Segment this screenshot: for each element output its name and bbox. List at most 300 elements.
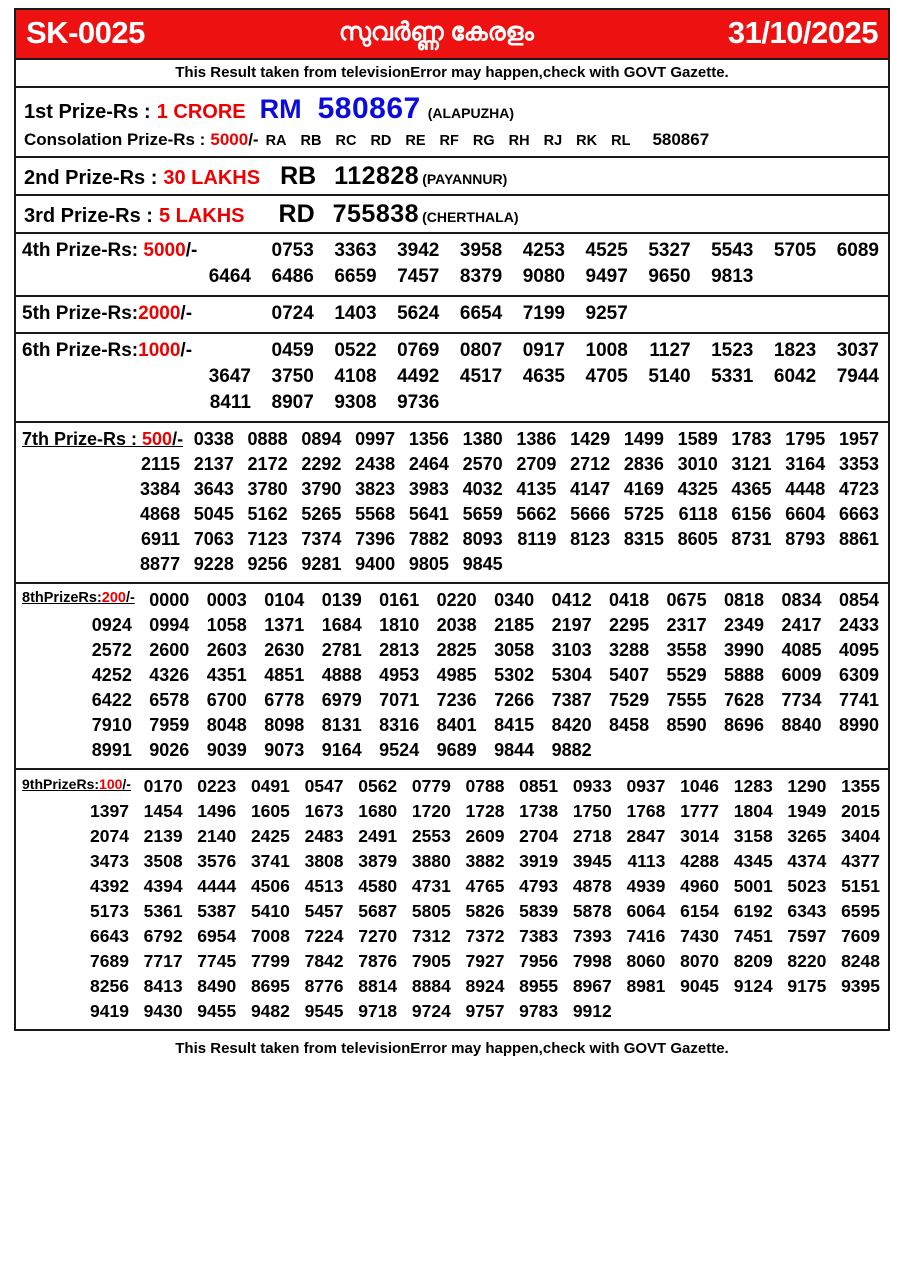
prize-number: 8256	[90, 976, 129, 996]
prize-number: 3014	[680, 826, 720, 846]
prize-number: 2433	[838, 615, 879, 635]
prize-number: 1499	[623, 429, 664, 449]
prize-number: 2197	[551, 615, 592, 635]
prize-number: 6659	[334, 266, 377, 287]
prize-number: 4253	[522, 240, 565, 261]
prize-number: 0675	[666, 590, 707, 610]
prize-number: 8415	[494, 715, 535, 735]
ninth-prize-block	[16, 770, 888, 1029]
prize-number: 7910	[91, 715, 132, 735]
fourth-prize-grid	[22, 238, 882, 290]
prize-number: 4705	[585, 366, 628, 387]
third-prize-number: 755838	[332, 200, 420, 228]
prize-number: 5624	[397, 303, 440, 324]
seventh-prize-amount: 500	[142, 429, 173, 449]
prize-number: 9912	[572, 1001, 612, 1021]
consolation-series-list	[266, 133, 631, 149]
prize-number: 4108	[334, 366, 377, 387]
prize-number: 4113	[627, 851, 666, 871]
prize-number: 3121	[731, 454, 772, 474]
prize-number: 1397	[90, 801, 129, 821]
prize-number: 4985	[436, 665, 477, 685]
prize-number: 5162	[247, 504, 288, 524]
prize-number: 2038	[436, 615, 477, 635]
prize-number: 2709	[516, 454, 557, 474]
prize-number: 8248	[841, 951, 880, 971]
prize-number: 9228	[193, 554, 234, 574]
sixth-prize-suffix: /-	[180, 340, 193, 361]
prize-number: 3576	[197, 851, 237, 871]
prize-number: 8967	[572, 976, 612, 996]
prize-number: 3958	[459, 240, 503, 261]
sixth-prize-label-text: 6th Prize-Rs:	[22, 340, 139, 361]
consolation-series-item: RL	[611, 133, 631, 149]
eighth-prize-suffix: /-	[125, 590, 135, 606]
prize-number: 9724	[411, 1001, 451, 1021]
eighth-prize-label-text: 8thPrizeRs:	[22, 590, 102, 606]
prize-number: 8070	[680, 951, 720, 971]
prize-number: 5659	[462, 504, 503, 524]
prize-number: 8093	[462, 529, 503, 549]
ninth-prize-amount: 100	[99, 776, 123, 792]
prize-number: 1589	[677, 429, 718, 449]
third-prize-place: (CHERTHALA)	[422, 209, 519, 225]
prize-number: 4095	[838, 640, 879, 660]
first-prize-place: (ALAPUZHA)	[427, 105, 515, 121]
consolation-series-item: RD	[370, 133, 392, 149]
prize-number: 2813	[379, 640, 420, 660]
prize-number: 9164	[321, 740, 362, 760]
prize-number: 4765	[465, 876, 505, 896]
prize-number: 9256	[247, 554, 288, 574]
prize-number: 3404	[841, 826, 880, 846]
prize-number: 0997	[355, 429, 396, 449]
prize-number: 2712	[570, 454, 611, 474]
prize-number: 7123	[247, 529, 288, 549]
prize-number: 8209	[733, 951, 773, 971]
prize-number: 0562	[358, 776, 398, 796]
ninth-prize-suffix: /-	[122, 776, 131, 792]
third-prize-label: 3rd Prize-Rs :	[24, 205, 153, 227]
prize-number: 5140	[648, 366, 691, 387]
prize-number: 8955	[519, 976, 559, 996]
prize-number: 0547	[304, 776, 344, 796]
prize-number: 7876	[358, 951, 398, 971]
prize-number: 8048	[206, 715, 247, 735]
prize-number: 3882	[465, 851, 505, 871]
consolation-series-item: RK	[576, 133, 598, 149]
prize-number: 2115	[141, 454, 181, 474]
prize-number: 4878	[572, 876, 612, 896]
prize-number: 9281	[301, 554, 342, 574]
second-prize-number: 112828	[334, 162, 420, 190]
prize-number: 9689	[436, 740, 477, 760]
prize-number: 5173	[90, 901, 129, 921]
prize-number: 6042	[773, 366, 817, 387]
prize-number: 0338	[193, 429, 234, 449]
prize-number: 1356	[408, 429, 449, 449]
prize-number: 7430	[680, 926, 720, 946]
prize-number: 4394	[143, 876, 183, 896]
prize-number: 0459	[271, 340, 314, 361]
prize-number: 3750	[271, 366, 314, 387]
prize-number: 1403	[334, 303, 377, 324]
prize-number: 3919	[519, 851, 559, 871]
fifth-prize-grid	[22, 301, 882, 327]
prize-number: 0834	[781, 590, 822, 610]
first-prize-amount: 1 CRORE	[156, 101, 246, 123]
consolation-series-item: RF	[439, 133, 459, 149]
prize-number: 7799	[250, 951, 290, 971]
prize-number: 9482	[250, 1001, 290, 1021]
prize-number: 4374	[787, 851, 827, 871]
prize-number: 3558	[666, 640, 707, 660]
consolation-series-item: RB	[300, 133, 322, 149]
prize-number: 5662	[516, 504, 557, 524]
second-prize-place: (PAYANNUR)	[422, 171, 508, 187]
prize-number: 3741	[250, 851, 290, 871]
prize-number: 0994	[149, 615, 190, 635]
prize-number: 7270	[358, 926, 398, 946]
prize-number: 1355	[841, 776, 880, 796]
prize-number: 4506	[250, 876, 290, 896]
prize-number: 0522	[334, 340, 377, 361]
ninth-prize-grid	[22, 774, 882, 1024]
prize-number: 0161	[379, 590, 420, 610]
prize-number: 8411	[209, 392, 251, 413]
third-prize-series: RD	[278, 200, 315, 228]
prize-number: 9308	[334, 392, 377, 413]
prize-number: 1777	[680, 801, 720, 821]
prize-number: 5457	[304, 901, 344, 921]
prize-number: 7451	[733, 926, 773, 946]
prize-number: 9073	[264, 740, 305, 760]
prize-number: 8590	[666, 715, 707, 735]
prize-number: 2825	[436, 640, 477, 660]
prize-number: 4135	[516, 479, 557, 499]
sixth-prize-amount: 1000	[138, 340, 181, 361]
prize-number: 9650	[648, 266, 691, 287]
prize-number: 8098	[264, 715, 305, 735]
prize-number: 3808	[304, 851, 344, 871]
prize-number: 2491	[358, 826, 398, 846]
prize-number: 0491	[250, 776, 290, 796]
draw-date: 31/10/2025	[727, 15, 878, 50]
prize-number: 4392	[90, 876, 129, 896]
prize-number: 1728	[465, 801, 505, 821]
prize-number: 5327	[648, 240, 691, 261]
prize-number: 0933	[572, 776, 612, 796]
prize-number: 5839	[519, 901, 559, 921]
prize-number: 1720	[411, 801, 451, 821]
prize-number: 9497	[585, 266, 628, 287]
prize-number: 6064	[626, 901, 666, 921]
second-prize-row	[16, 158, 888, 194]
prize-number: 8776	[304, 976, 344, 996]
prize-number: 9718	[358, 1001, 398, 1021]
prize-number: 6700	[206, 690, 247, 710]
prize-number: 6654	[459, 303, 503, 324]
prize-number: 5304	[551, 665, 592, 685]
prize-number: 7628	[724, 690, 765, 710]
prize-number: 3879	[358, 851, 398, 871]
prize-number: 4525	[585, 240, 628, 261]
prize-number: 0917	[522, 340, 565, 361]
prize-number: 0769	[397, 340, 440, 361]
result-sheet	[14, 8, 890, 1031]
prize-number: 2781	[321, 640, 362, 660]
prize-number: 4635	[522, 366, 565, 387]
prize-number: 4793	[519, 876, 559, 896]
seventh-prize-label	[22, 427, 183, 452]
prize-number: 9545	[304, 1001, 344, 1021]
prize-number: 6595	[841, 901, 880, 921]
prize-number: 6486	[271, 266, 314, 287]
prize-number: 2295	[609, 615, 650, 635]
prize-number: 4169	[623, 479, 664, 499]
fourth-prize-amount: 5000	[143, 240, 186, 261]
prize-number: 9844	[494, 740, 535, 760]
prize-number: 3508	[143, 851, 183, 871]
prize-number: 7383	[519, 926, 559, 946]
prize-number: 9045	[680, 976, 720, 996]
bottom-notice: This Result taken from televisionError may happen,check with GOVT Gazette.	[175, 1040, 729, 1057]
prize-number: 1523	[711, 340, 754, 361]
prize-number: 4351	[206, 665, 247, 685]
prize-number: 3990	[724, 640, 765, 660]
fifth-prize-block	[16, 297, 888, 334]
prize-number: 7374	[301, 529, 342, 549]
consolation-series-item: RH	[508, 133, 530, 149]
prize-number: 1127	[649, 340, 691, 361]
prize-number: 9430	[143, 1001, 183, 1021]
prize-number: 2172	[247, 454, 288, 474]
prize-number: 5878	[572, 901, 612, 921]
prize-number: 0724	[271, 303, 314, 324]
prize-number: 0000	[149, 590, 190, 610]
prize-number: 1957	[838, 429, 879, 449]
prize-number: 0753	[271, 240, 314, 261]
sixth-prize-label	[22, 338, 254, 364]
prize-number: 3288	[609, 640, 650, 660]
prize-number: 1750	[572, 801, 612, 821]
prize-number: 0888	[247, 429, 288, 449]
prize-number: 9736	[397, 392, 440, 413]
prize-number: 8731	[731, 529, 772, 549]
fourth-prize-block	[16, 234, 888, 297]
prize-number: 4085	[781, 640, 822, 660]
prize-number: 2464	[408, 454, 449, 474]
prize-number: 8131	[321, 715, 362, 735]
prize-number: 8605	[677, 529, 718, 549]
lottery-title-malayalam: സുവർണ്ണ കേരളം	[338, 17, 534, 46]
prize-number: 8119	[517, 529, 557, 549]
prize-number: 4868	[140, 504, 181, 524]
prize-number: 9395	[841, 976, 880, 996]
prize-number: 2317	[666, 615, 707, 635]
prize-number: 8907	[271, 392, 314, 413]
prize-number: 8877	[140, 554, 181, 574]
prize-number: 7927	[465, 951, 505, 971]
prize-number: 9455	[197, 1001, 237, 1021]
third-prize-amount: 5 LAKHS	[158, 205, 245, 227]
prize-number: 7387	[551, 690, 592, 710]
prize-number: 3945	[572, 851, 612, 871]
prize-number: 3790	[301, 479, 342, 499]
prize-number: 0220	[436, 590, 477, 610]
prize-number: 7882	[408, 529, 449, 549]
prize-number: 4953	[379, 665, 420, 685]
prize-number: 7224	[304, 926, 344, 946]
prize-number: 8123	[570, 529, 611, 549]
prize-number: 6154	[680, 901, 720, 921]
prize-number: 7842	[304, 951, 344, 971]
prize-number: 7998	[572, 951, 612, 971]
lottery-code: SK-0025	[26, 15, 145, 50]
prize-number: 7734	[781, 690, 822, 710]
prize-number: 3780	[247, 479, 288, 499]
prize-number: 1496	[197, 801, 237, 821]
prize-number: 2630	[264, 640, 305, 660]
fourth-prize-label	[22, 238, 254, 264]
prize-number: 3880	[411, 851, 451, 871]
prize-number: 5888	[724, 665, 765, 685]
prize-number: 1290	[787, 776, 827, 796]
prize-number: 7745	[197, 951, 237, 971]
prize-number: 6663	[838, 504, 879, 524]
prize-number: 3164	[785, 454, 826, 474]
prize-number: 1949	[787, 801, 827, 821]
prize-number: 0894	[301, 429, 342, 449]
prize-number: 5407	[609, 665, 650, 685]
second-prize-series: RB	[280, 162, 317, 190]
prize-number: 9419	[90, 1001, 129, 1021]
prize-number: 0418	[609, 590, 650, 610]
prize-number: 7312	[411, 926, 451, 946]
prize-number: 4365	[731, 479, 772, 499]
prize-number: 1283	[733, 776, 773, 796]
prize-number: 3037	[836, 340, 879, 361]
prize-number: 5151	[841, 876, 880, 896]
result-header-bar	[16, 10, 888, 60]
prize-number: 0139	[321, 590, 362, 610]
prize-number: 8490	[197, 976, 237, 996]
prize-number: 8814	[358, 976, 398, 996]
prize-number: 1058	[206, 615, 247, 635]
prize-number: 5410	[250, 901, 290, 921]
prize-number: 5725	[623, 504, 664, 524]
prize-number: 1046	[680, 776, 720, 796]
eighth-prize-grid	[22, 588, 882, 763]
prize-number: 0937	[626, 776, 666, 796]
prize-number: 9757	[465, 1001, 505, 1021]
prize-number: 1008	[585, 340, 628, 361]
prize-number: 7597	[787, 926, 827, 946]
prize-number: 2603	[206, 640, 247, 660]
prize-number: 9124	[733, 976, 773, 996]
prize-number: 6156	[731, 504, 772, 524]
prize-number: 5387	[197, 901, 237, 921]
prize-number: 4731	[411, 876, 451, 896]
prize-number: 8379	[459, 266, 503, 287]
prize-number: 1804	[733, 801, 773, 821]
prize-number: 4851	[264, 665, 305, 685]
prize-number: 8401	[436, 715, 477, 735]
consolation-number: 580867	[652, 130, 710, 149]
ninth-prize-label	[22, 774, 131, 799]
prize-number: 6464	[208, 266, 251, 287]
prize-number: 0818	[724, 590, 765, 610]
prize-number: 2349	[724, 615, 765, 635]
second-prize-block	[16, 158, 888, 196]
prize-number: 3823	[355, 479, 396, 499]
third-prize-row	[16, 196, 888, 232]
prize-number: 9026	[149, 740, 190, 760]
prize-number: 8924	[465, 976, 505, 996]
first-prize-block	[16, 88, 888, 158]
prize-number: 3010	[677, 454, 718, 474]
prize-number: 4326	[149, 665, 190, 685]
prize-number: 0788	[465, 776, 505, 796]
prize-number: 2015	[841, 801, 880, 821]
prize-number: 2425	[250, 826, 290, 846]
prize-number: 0003	[206, 590, 247, 610]
prize-number: 3384	[140, 479, 181, 499]
prize-number: 8458	[609, 715, 650, 735]
prize-number: 8695	[250, 976, 290, 996]
prize-number: 0223	[197, 776, 237, 796]
fourth-prize-label-text: 4th Prize-Rs:	[22, 240, 144, 261]
consolation-series-item: RG	[472, 133, 495, 149]
prize-number: 2417	[781, 615, 822, 635]
prize-number: 7199	[522, 303, 565, 324]
prize-number: 1684	[321, 615, 362, 635]
prize-number: 1680	[358, 801, 398, 821]
prize-number: 7689	[90, 951, 129, 971]
prize-number: 3647	[208, 366, 251, 387]
prize-number: 8793	[785, 529, 826, 549]
prize-number: 4888	[321, 665, 362, 685]
sixth-prize-block	[16, 334, 888, 423]
prize-number: 1380	[462, 429, 503, 449]
prize-number: 2139	[143, 826, 183, 846]
prize-number: 8861	[838, 529, 879, 549]
first-prize-label: 1st Prize-Rs :	[24, 101, 151, 123]
prize-number: 2140	[197, 826, 237, 846]
prize-number: 2718	[572, 826, 612, 846]
prize-number: 2704	[519, 826, 559, 846]
prize-number: 5302	[494, 665, 535, 685]
prize-number: 9039	[206, 740, 247, 760]
consolation-series-item: RJ	[543, 133, 563, 149]
prize-number: 2572	[91, 640, 132, 660]
prize-number: 7008	[250, 926, 290, 946]
fifth-prize-amount: 2000	[138, 303, 181, 324]
prize-number: 2074	[90, 826, 129, 846]
prize-number: 7071	[379, 690, 420, 710]
prize-number: 2600	[149, 640, 190, 660]
consolation-series-item: RA	[265, 133, 287, 149]
prize-number: 9080	[522, 266, 565, 287]
prize-number: 1673	[304, 801, 344, 821]
prize-number: 5687	[358, 901, 398, 921]
prize-number: 7555	[666, 690, 707, 710]
eighth-prize-block	[16, 584, 888, 770]
second-prize-label: 2nd Prize-Rs :	[24, 167, 158, 189]
prize-number: 6643	[90, 926, 129, 946]
prize-number: 2483	[304, 826, 344, 846]
first-prize-row	[16, 88, 888, 129]
